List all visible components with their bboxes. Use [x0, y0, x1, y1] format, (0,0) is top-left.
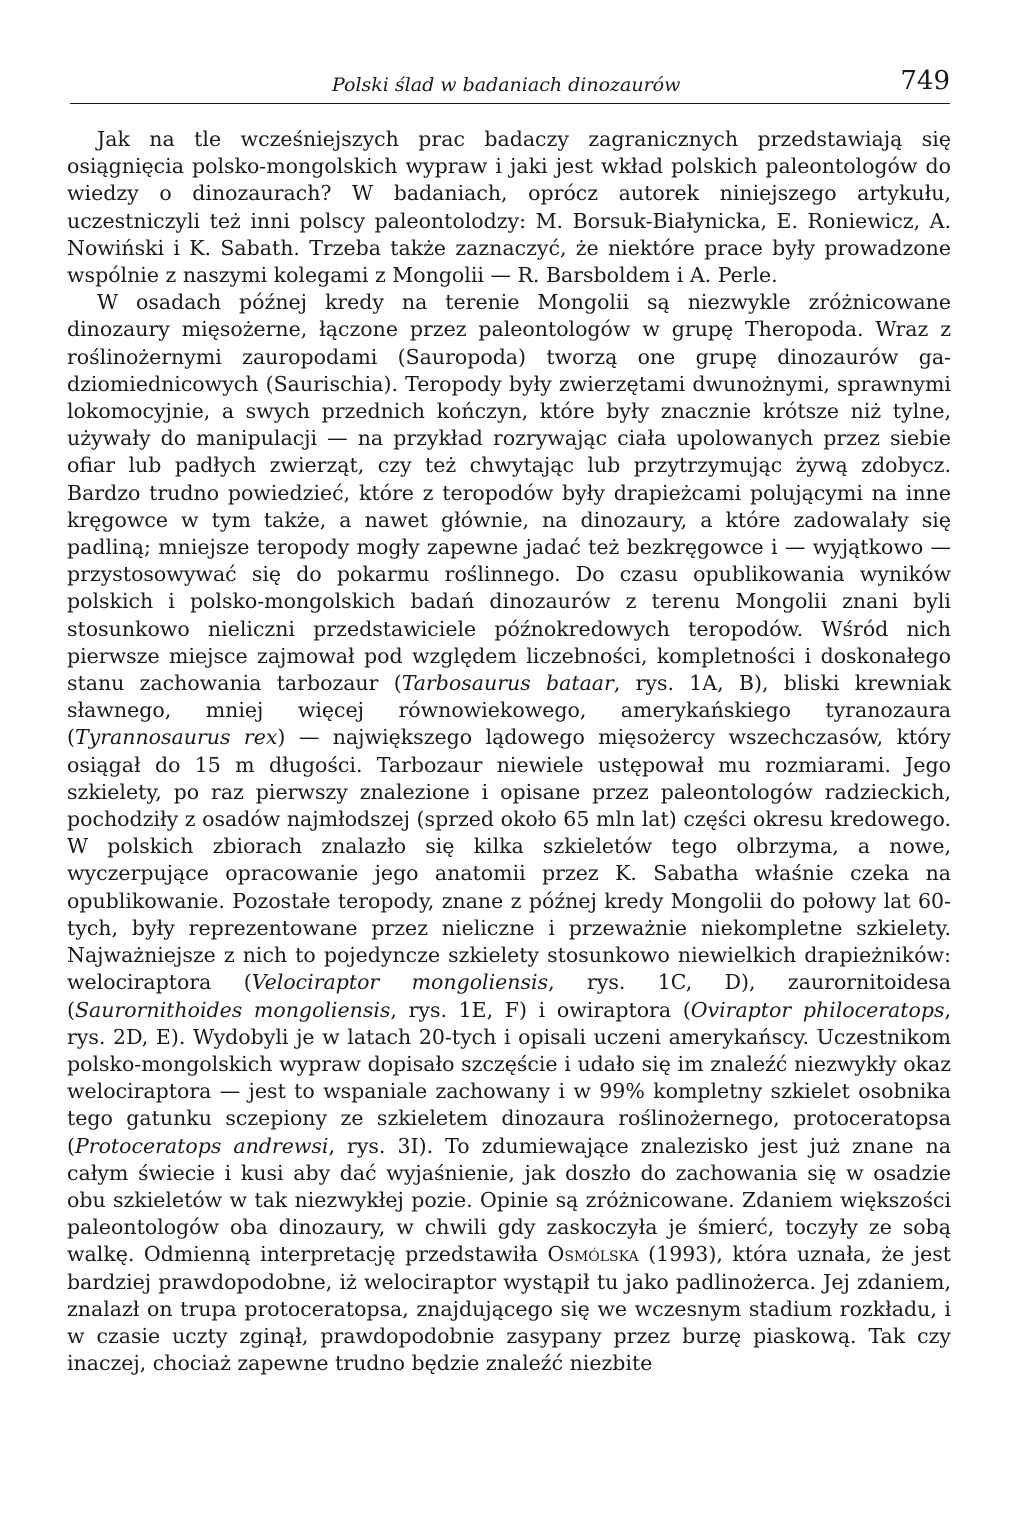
text-run: , rys. 1A, B), bliski krewniak sławnego, mniej więcej równowiekowego, amerykańskiego tyranozaura (	[67, 671, 952, 750]
text-run: Jak na tle wcześniejszych prac badaczy zagranicznych przedstawiają się osiągnięcia polsko-mongolskich wypraw i jaki jest wkład polskich paleontologów do wiedzy o dinozaurach? W badaniach, oprócz autorek niniejszego artykułu, uczestniczyli też inni polscy paleontolodzy: M. Borsuk-Białynicka, E. Roniewicz, A. Nowiński i K. Sabath. Trzeba także zaznaczyć, że niektóre prace były prowadzone wspólnie z naszymi kolegami z Mongolii — R. Barsboldem i A. Perle.	[67, 127, 951, 288]
italic-term: Oviraptor philoceratops	[690, 997, 945, 1022]
italic-term: Tyrannosaurus rex	[75, 725, 278, 750]
italic-term: Velociraptor mongoliensis	[251, 970, 549, 995]
text-run: ) — największego lądowego mięsożercy wszechczasów, który osiągał do 15 m długości. Tarbozaur niewiele ustępował mu rozmiarami. Jego szkielety, po raz pierwszy znalezione i opisane przez paleontologów radzieckich, pochodziły z osadów najmłodszej (sprzed około 65 mln lat) części okresu kredowego. W polskich zbiorach znalazło się kilka szkieletów tego olbrzyma, a nowe, wyczerpujące opracowanie jego anatomii przez K. Sabatha właśnie czeka na opublikowanie. Pozostałe teropody, znane z późnej kredy Mongolii do połowy lat 60-tych, były reprezentowane przez nieliczne i przeważnie niekompletne szkielety. Najważniejsze z nich to pojedyncze szkielety stosunkowo niewielkich drapieżników: welociraptora (	[67, 725, 951, 995]
text-run: , rys. 3I). To zdumiewające znalezisko jest już znane na całym świecie i kusi aby dać wyjaśnienie, jak doszło do zachowania się w osadzie obu szkieletów w tak niezwykłej pozie. Opinie są zróżnicowane. Zdaniem większości paleontologów oba dinozaury, w chwili gdy zaskoczyła je śmierć, toczyły ze sobą walkę. Odmienną interpretację przedstawiła	[67, 1133, 951, 1267]
text-run: (1993), która uznała, że jest bardziej prawdopodobne, iż welociraptor wystąpił tu jako padlinożerca. Jej zdaniem, znalazł on trupa protoceratopsa, znajdującego się we wczesnym stadium rozkładu, i w czasie uczty zginął, prawdopodobnie zasypany przez burzę piaskową. Tak czy inaczej, chociaż zapewne trudno będzie znaleźć niezbite	[67, 1242, 951, 1376]
running-title: Polski ślad w badaniach dinozaurów	[332, 74, 681, 96]
italic-term: Protoceratops andrewsi	[75, 1133, 329, 1158]
text-run: , rys. 2D, E). Wydobyli je w latach 20-tych i opisali uczeni amerykańscy. Uczestnikom polsko-mongolskich wypraw dopisało szczęście i udało się im znaleźć niezwykły okaz welociraptora — jest to wspaniale zachowany i w 99% kompletny szkielet osobnika tego gatunku sczepiony ze szkieletem dinozaura roślinożernego, protoceratopsa (	[67, 997, 951, 1158]
paragraph-1	[67, 126, 951, 289]
italic-term: Tarbosaurus bataar	[401, 671, 614, 696]
text-run: , rys. 1C, D), zaurornitoidesa (	[67, 970, 951, 1022]
paragraph-2	[67, 289, 951, 1377]
body-text	[67, 126, 951, 1377]
text-run: , rys. 1E, F) i owiraptora (	[390, 997, 691, 1022]
text-run: W osadach późnej kredy na terenie Mongolii są niezwykle zróżnicowane dinozaury mięsożerne, łączone przez paleontologów w grupę Theropoda. Wraz z roślinożernymi zauropodami (Sauropoda) tworzą one grupę dinozaurów gadziomiednicowych (Saurischia). Teropody były zwierzętami dwunożnymi, sprawnymi lokomocyjnie, a swych przednich kończyn, które były znacznie krótsze niż tylne, używały do manipulacji — na przykład rozrywając ciała upolowanych przez siebie ofiar lub padłych zwierząt, czy też chwytając lub przytrzymując żywą zdobycz. Bardzo trudno powiedzieć, które z teropodów były drapieżcami polującymi na inne kręgowce w tym także, a nawet głównie, na dinozaury, a które zadowalały się padliną; mniejsze teropody mogły zapewne jadać też bezkręgowce i — wyjątkowo — przystosowywać się do pokarmu roślinnego. Do czasu opublikowania wyników polskich i polsko-mongolskich badań dinozaurów z terenu Mongolii znani byli stosunkowo nieliczni przedstawiciele późnokredowych teropodów. Wśród nich pierwsze miejsce zajmował pod względem liczebności, kompletności i doskonałego stanu zachowania tarbozaur (	[67, 290, 951, 696]
cited-author: Osmólska	[547, 1242, 639, 1267]
italic-term: Saurornithoides mongoliensis	[75, 997, 391, 1022]
running-header	[70, 64, 950, 104]
page-number: 749	[900, 66, 950, 96]
